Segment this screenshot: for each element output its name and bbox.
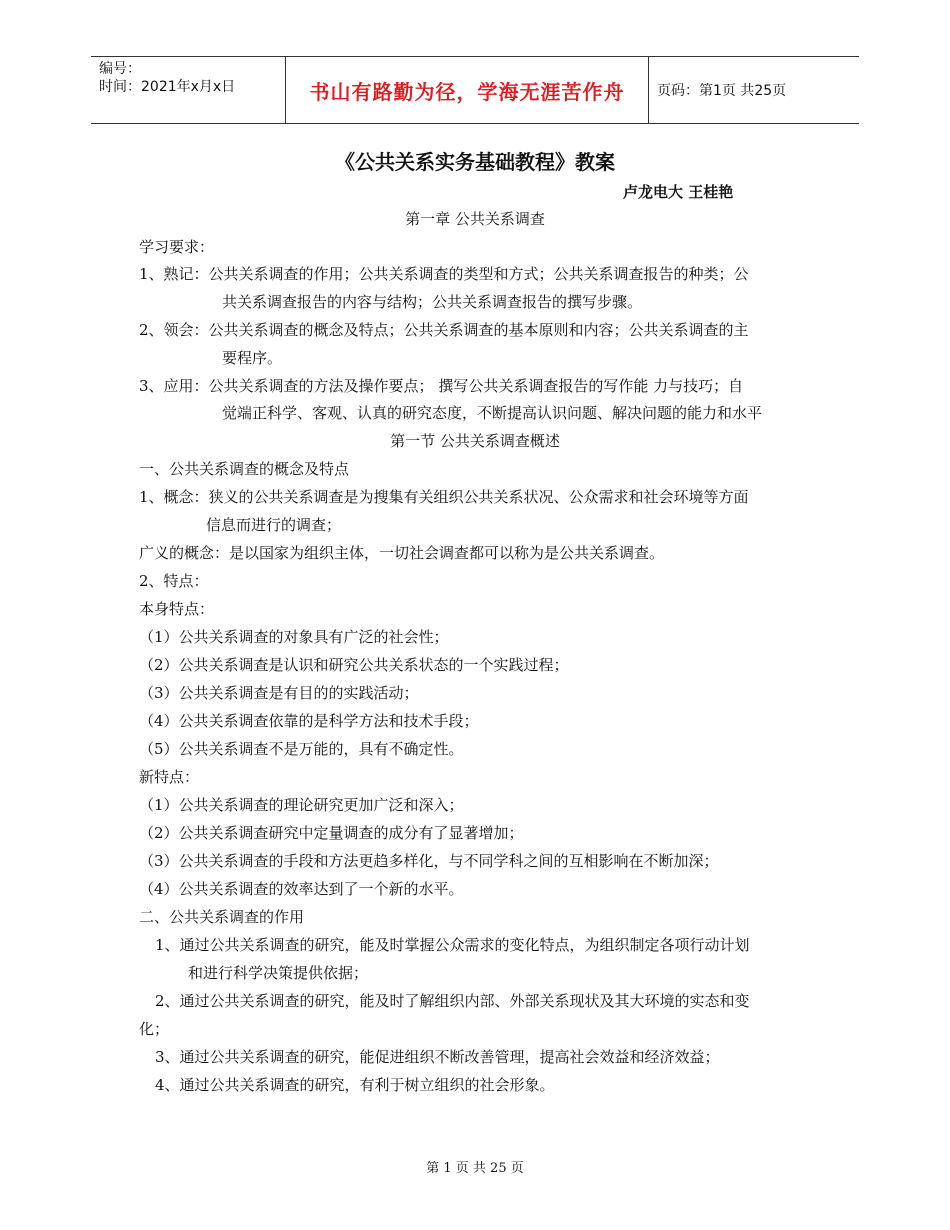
header-meta [99,60,235,96]
document-title: 《公共关系实务基础教程》教案 [335,150,615,174]
list-item: （4）公共关系调查的效率达到了一个新的水平。 [139,880,464,898]
list-item: （1）公共关系调查的理论研究更加广泛和深入； [139,796,464,814]
role-item: 1、通过公共关系调查的研究，能及时掌握公众需求的变化特点，为组织制定各项行动计划 [155,936,750,954]
requirement-2: 2、领会：公共关系调查的概念及特点；公共关系调查的基本原则和内容；公共关系调查的主 [139,321,749,339]
role-item: 2、通过公共关系调查的研究，能及时了解组织内部、外部关系现状及其大环境的实态和变 [155,992,750,1010]
time-label: 时间：2021年x月x日 [99,79,236,95]
study-requirements-label: 学习要求： [139,238,215,256]
number-label: 编号： [99,61,141,77]
section-heading: 第一节 公共关系调查概述 [390,432,560,450]
heading-role: 二、公共关系调查的作用 [139,908,305,926]
requirement-3-cont: 觉端正科学、客观、认真的研究态度，不断提高认识问题、解决问题的能力和水平 [222,404,763,422]
page-footer: 第 1 页 共 25 页 [426,1161,524,1176]
list-item: （3）公共关系调查的手段和方法更趋多样化，与不同学科之间的互相影响在不断加深； [139,852,719,870]
role-item-cont: 和进行科学决策提供依据； [188,964,369,982]
requirement-3: 3、应用：公共关系调查的方法及操作要点； 撰写公共关系调查报告的写作能 力与技巧；自 [139,377,744,395]
requirement-1-cont: 共关系调查报告的内容与结构；公共关系调查报告的撰写步骤。 [222,293,643,311]
list-item: （1）公共关系调查的对象具有广泛的社会性； [139,628,449,646]
broad-concept: 广义的概念：是以国家为组织主体，一切社会调查都可以称为是公共关系调查。 [139,544,665,562]
list-item: （4）公共关系调查依靠的是科学方法和技术手段； [139,712,479,730]
requirement-2-cont: 要程序。 [222,349,283,367]
own-features-label: 本身特点： [139,600,215,618]
heading-concept: 一、公共关系调查的概念及特点 [139,460,350,478]
role-item: 3、通过公共关系调查的研究，能促进组织不断改善管理，提高社会效益和经济效益； [155,1048,720,1066]
chapter-heading: 第一章 公共关系调查 [405,210,545,228]
header-motto: 书山有路勤为径，学海无涯苦作舟 [309,79,625,104]
list-item: （2）公共关系调查是认识和研究公共关系状态的一个实践过程； [139,656,569,674]
header-divider [648,57,649,123]
requirement-1: 1、熟记：公共关系调查的作用；公共关系调查的类型和方式；公共关系调查报告的种类；公 [139,265,749,283]
document-author: 卢龙电大 王桂艳 [623,183,734,201]
header-page-info: 页码：第1页 共25页 [657,83,787,99]
new-features-label: 新特点： [139,768,200,786]
features-label: 2、特点： [139,572,209,590]
list-item: （5）公共关系调查不是万能的，具有不确定性。 [139,740,464,758]
concept-line-cont: 信息而进行的调查； [206,516,342,534]
role-item: 4、通过公共关系调查的研究，有利于树立组织的社会形象。 [155,1076,555,1094]
list-item: （3）公共关系调查是有目的的实践活动； [139,684,419,702]
concept-line: 1、概念：狭义的公共关系调查是为搜集有关组织公共关系状况、公众需求和社会环境等方面 [139,488,749,506]
list-item: （2）公共关系调查研究中定量调查的成分有了显著增加； [139,824,524,842]
page-header [91,56,859,124]
role-item-cont: 化； [139,1020,170,1038]
